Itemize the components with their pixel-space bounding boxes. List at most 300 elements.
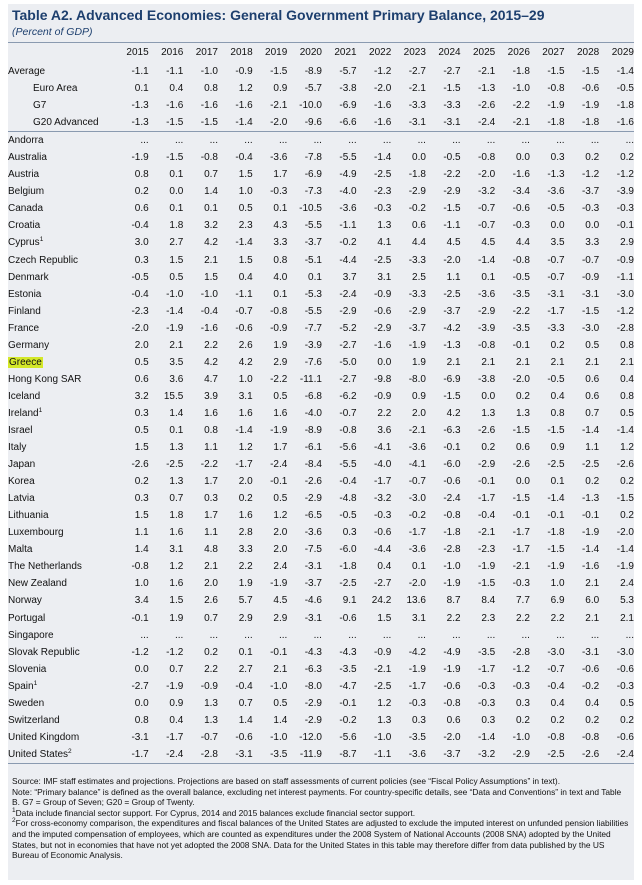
value-cell: 0.8 [620, 390, 634, 402]
value-cell: 0.4 [169, 83, 184, 95]
economy-label: Switzerland [8, 714, 60, 726]
value-cell: -1.7 [512, 544, 530, 556]
value-cell: 2.7 [169, 237, 184, 249]
value-cell: 0.5 [273, 493, 288, 505]
value-cell: 1.4 [238, 714, 253, 726]
value-cell: 3.6 [377, 425, 392, 436]
value-cell: -3.1 [581, 288, 600, 300]
value-cell: 0.9 [169, 697, 184, 709]
value-cell: -2.4 [270, 459, 288, 471]
year-header: 2027 [542, 47, 565, 58]
value-cell: -3.8 [339, 83, 357, 95]
table-row [8, 234, 634, 251]
value-cell: 0.8 [620, 339, 634, 351]
value-cell: -2.4 [461, 114, 496, 132]
value-cell: 0.3 [515, 697, 530, 709]
economy-label: Spain [8, 680, 34, 692]
value-cell: -2.1 [512, 561, 530, 573]
value-cell: -0.5 [616, 83, 634, 95]
value-cell: 0.1 [169, 425, 184, 436]
value-cell: -3.4 [512, 186, 530, 198]
value-cell: -0.3 [616, 680, 634, 692]
value-cell: 0.1 [273, 203, 288, 215]
table-row [8, 80, 634, 97]
value-cell: 1.7 [204, 476, 218, 488]
value-cell: -1.4 [235, 237, 253, 249]
value-cell: -1.4 [218, 114, 253, 132]
footnote-2-mark: 2 [12, 817, 16, 825]
value-cell: 1.3 [481, 407, 496, 419]
value-cell: -0.8 [581, 731, 600, 743]
value-cell: -0.7 [478, 203, 496, 215]
economy-label: Luxembourg [8, 527, 64, 539]
value-cell: -3.6 [547, 186, 565, 198]
value-cell: -1.5 [581, 66, 600, 78]
value-cell: 0.2 [585, 714, 600, 726]
row-label-cell [8, 456, 114, 473]
value-cell: -2.0 [443, 254, 461, 266]
value-cell: 1.2 [377, 697, 392, 709]
value-cell: -0.4 [547, 680, 565, 692]
value-cell: 0.2 [238, 493, 253, 505]
table-row [8, 114, 634, 132]
table-subtitle: (Percent of GDP) [12, 26, 93, 38]
value-cell: ... [452, 135, 461, 147]
value-cell: 0.1 [481, 271, 496, 283]
table-row [8, 371, 634, 388]
value-cell: -1.2 [512, 663, 530, 675]
value-cell: -4.1 [374, 442, 392, 454]
value-cell: -1.1 [357, 746, 392, 764]
value-cell: 0.6 [515, 442, 530, 454]
year-header: 2023 [403, 47, 426, 58]
table-row [8, 490, 634, 507]
row-label-cell [8, 320, 114, 337]
value-cell: -1.9 [616, 561, 634, 573]
value-cell: -1.9 [581, 527, 600, 539]
value-cell: ... [348, 629, 357, 641]
value-cell: 3.1 [377, 271, 392, 283]
value-cell: -0.3 [512, 680, 530, 692]
value-cell: -3.7 [304, 237, 322, 249]
value-cell: -1.6 [599, 114, 634, 132]
value-cell: ... [278, 135, 288, 147]
value-cell: -7.5 [304, 544, 322, 556]
value-cell: -0.9 [235, 66, 253, 78]
economy-label: G7 [33, 100, 47, 112]
value-cell: 2.1 [204, 254, 218, 266]
economy-label: G20 Advanced [33, 117, 99, 129]
value-cell: 0.6 [134, 373, 149, 385]
value-cell: -0.8 [512, 254, 530, 266]
value-cell: 0.5 [273, 390, 288, 402]
value-cell: -1.6 [512, 169, 530, 181]
row-label-cell [8, 575, 114, 592]
value-cell: 0.2 [481, 442, 496, 454]
value-cell: -1.5 [547, 544, 565, 556]
value-cell: 0.0 [134, 663, 149, 675]
value-cell: 1.6 [238, 407, 253, 419]
value-cell: -0.1 [339, 697, 357, 709]
value-cell: -3.0 [616, 646, 634, 658]
row-label-cell [8, 354, 114, 371]
value-cell: -1.9 [270, 578, 288, 590]
value-cell: -0.7 [408, 476, 426, 488]
row-label-cell [8, 524, 114, 541]
economy-label: Norway [8, 595, 42, 607]
value-cell: -0.6 [339, 612, 357, 624]
table-row [8, 644, 634, 661]
value-cell: 4.3 [273, 220, 288, 232]
value-cell: ... [244, 135, 253, 147]
value-cell: -3.6 [339, 203, 357, 215]
value-cell: 9.1 [342, 595, 357, 607]
value-cell: -0.6 [443, 476, 461, 488]
value-cell: -0.6 [616, 731, 634, 743]
value-cell: ... [521, 135, 530, 147]
footnote-1 [12, 808, 630, 819]
table-row [8, 132, 634, 150]
value-cell: 0.6 [585, 373, 600, 385]
value-cell: -3.1 [218, 746, 253, 764]
value-cell: -1.4 [581, 544, 600, 556]
value-cell: -0.7 [547, 271, 565, 283]
economy-label: Andorra [8, 135, 44, 147]
value-cell: -0.1 [270, 476, 288, 488]
value-cell: 0.5 [620, 407, 634, 419]
value-cell: 1.3 [377, 714, 392, 726]
value-cell: -1.6 [235, 100, 253, 112]
value-cell: 2.1 [273, 663, 288, 675]
value-cell: 0.4 [377, 561, 392, 573]
value-cell: -6.3 [304, 663, 322, 675]
value-cell: -1.3 [131, 100, 149, 112]
value-cell: -0.5 [547, 373, 565, 385]
value-cell: 0.0 [481, 390, 496, 402]
value-cell: 0.7 [585, 407, 600, 419]
value-cell: -6.9 [304, 169, 322, 181]
value-cell: -1.9 [408, 339, 426, 351]
economy-label: Finland [8, 305, 41, 317]
value-cell: -1.7 [478, 493, 496, 505]
value-cell: 0.3 [134, 407, 149, 419]
value-cell: 1.3 [169, 476, 184, 488]
value-cell: 0.8 [204, 83, 218, 95]
value-cell: -2.9 [304, 493, 322, 505]
value-cell: 2.1 [204, 561, 218, 573]
value-cell: 0.7 [204, 612, 218, 624]
value-cell: 3.9 [204, 390, 218, 402]
value-cell: 2.6 [204, 595, 218, 607]
value-cell: -1.5 [547, 425, 565, 436]
value-cell: -3.1 [426, 114, 461, 132]
value-cell: 0.2 [620, 476, 634, 488]
value-cell: -1.4 [478, 254, 496, 266]
value-cell: -1.4 [235, 425, 253, 436]
value-cell: -1.1 [166, 66, 184, 78]
value-cell: 0.0 [550, 220, 565, 232]
value-cell: 1.1 [204, 442, 218, 454]
table-row [8, 439, 634, 456]
row-label-cell [8, 695, 114, 712]
value-cell: -1.9 [270, 425, 288, 436]
row-label-cell [8, 729, 114, 746]
value-cell: -1.9 [166, 322, 184, 334]
economy-label: Euro Area [33, 83, 78, 95]
value-cell: 0.5 [585, 339, 600, 351]
value-cell: 2.2 [238, 561, 253, 573]
value-cell: 2.1 [585, 612, 600, 624]
value-cell: -1.9 [547, 100, 565, 112]
value-cell: -0.2 [339, 237, 357, 249]
value-cell: -3.6 [304, 527, 322, 539]
value-cell: 3.5 [169, 356, 184, 368]
row-label-cell [8, 371, 114, 388]
value-cell: -2.2 [512, 305, 530, 317]
value-cell: 1.0 [238, 186, 253, 198]
value-cell: -6.5 [304, 510, 322, 522]
footnote-2 [12, 818, 630, 860]
value-cell: 1.4 [273, 714, 288, 726]
value-cell: -0.1 [478, 476, 496, 488]
value-cell: ... [382, 135, 392, 147]
economy-label: Korea [8, 476, 35, 488]
value-cell: -1.5 [183, 114, 218, 132]
value-cell: -3.5 [339, 663, 357, 675]
economy-label: Malta [8, 544, 33, 556]
value-cell: 3.3 [273, 237, 288, 249]
value-cell: -0.8 [443, 697, 461, 709]
value-cell: -0.6 [374, 305, 392, 317]
row-label-cell [8, 217, 114, 234]
value-cell: -1.5 [478, 578, 496, 590]
economy-label: Latvia [8, 493, 35, 505]
value-cell: -1.6 [374, 339, 392, 351]
year-header: 2016 [161, 47, 184, 58]
table-row [8, 541, 634, 558]
value-cell: 1.2 [169, 561, 184, 573]
value-cell: -3.5 [478, 646, 496, 658]
value-cell: -1.2 [374, 66, 392, 78]
value-cell: -3.9 [304, 339, 322, 351]
value-cell: -0.9 [374, 390, 392, 402]
value-cell: -0.3 [374, 510, 392, 522]
value-cell: -1.9 [131, 152, 149, 164]
value-cell: -0.9 [374, 646, 392, 658]
economy-label: Iceland [8, 390, 41, 402]
value-cell: -1.9 [443, 578, 461, 590]
value-cell: -3.0 [547, 646, 565, 658]
row-label-cell [8, 183, 114, 200]
value-cell: 0.3 [134, 493, 149, 505]
value-cell: 1.8 [169, 510, 184, 522]
value-cell: 0.0 [134, 697, 149, 709]
value-cell: -1.6 [581, 561, 600, 573]
value-cell: -1.5 [512, 493, 530, 505]
value-cell: 0.4 [169, 714, 184, 726]
value-cell: 1.0 [238, 373, 253, 385]
value-cell: 4.5 [481, 237, 496, 249]
value-cell: 0.4 [550, 390, 565, 402]
value-cell: -0.2 [581, 680, 600, 692]
value-cell: 24.2 [371, 595, 392, 607]
value-cell: ... [590, 135, 600, 147]
value-cell: -2.9 [304, 697, 322, 709]
value-cell: 0.9 [273, 83, 288, 95]
value-cell: 0.0 [515, 152, 530, 164]
header-row [8, 43, 634, 63]
value-cell: -3.9 [478, 322, 496, 334]
economy-label: Austria [8, 169, 40, 181]
value-cell: -2.0 [131, 322, 149, 334]
value-cell: -4.4 [374, 544, 392, 556]
value-cell: 0.1 [238, 646, 253, 658]
economy-label: Sweden [8, 697, 45, 709]
value-cell: -0.4 [339, 476, 357, 488]
value-cell: -1.9 [166, 680, 184, 692]
row-label-cell [8, 661, 114, 678]
value-cell: 2.2 [550, 612, 565, 624]
economy-label: The Netherlands [8, 561, 82, 573]
value-cell: -1.6 [357, 114, 392, 132]
value-cell: -2.1 [478, 527, 496, 539]
economy-label: Germany [8, 339, 50, 351]
table-row [8, 303, 634, 320]
value-cell: -8.4 [304, 459, 322, 471]
value-cell: 0.6 [412, 220, 426, 232]
value-cell: -1.0 [166, 288, 184, 300]
table-row [8, 678, 634, 695]
value-cell: -2.8 [443, 544, 461, 556]
value-cell: -1.9 [408, 663, 426, 675]
value-cell: 1.5 [238, 254, 253, 266]
value-cell: -4.6 [304, 595, 322, 607]
value-cell: 1.3 [377, 220, 392, 232]
value-cell: -1.5 [270, 66, 288, 78]
value-cell: -11.1 [299, 373, 322, 385]
value-cell: -2.8 [183, 746, 218, 764]
value-cell: -2.4 [339, 288, 357, 300]
value-cell: -2.1 [408, 425, 426, 436]
value-cell: -1.7 [478, 663, 496, 675]
value-cell: -1.4 [166, 305, 184, 317]
value-cell: 3.0 [134, 237, 149, 249]
value-cell: -1.0 [200, 66, 218, 78]
value-cell: -4.4 [339, 254, 357, 266]
table-row [8, 661, 634, 678]
value-cell: 0.3 [204, 493, 218, 505]
value-cell: -1.1 [443, 220, 461, 232]
value-cell: 0.1 [308, 271, 322, 283]
value-cell: -1.8 [339, 561, 357, 573]
value-cell: -1.5 [443, 390, 461, 402]
value-cell: 2.2 [446, 612, 461, 624]
footnote-1-text: Data include financial sector support. For Cyprus, 2014 and 2015 balances exclude financial sector support. [15, 807, 416, 818]
value-cell: -1.3 [547, 169, 565, 181]
value-cell: -1.5 [512, 425, 530, 436]
table-row [8, 320, 634, 337]
value-cell: -5.6 [339, 442, 357, 454]
value-cell: -0.4 [235, 152, 253, 164]
value-cell: -1.1 [339, 220, 357, 232]
value-cell: -2.9 [408, 305, 426, 317]
value-cell: -0.4 [200, 305, 218, 317]
value-cell: -2.6 [478, 425, 496, 436]
row-label-cell [8, 303, 114, 320]
value-cell: -2.5 [166, 459, 184, 471]
value-cell: -12.0 [299, 731, 322, 743]
value-cell: 0.2 [620, 152, 634, 164]
value-cell: -11.9 [287, 746, 322, 764]
value-cell: 1.5 [169, 254, 184, 266]
value-cell: -1.2 [581, 169, 600, 181]
table-row [8, 269, 634, 286]
value-cell: -7.3 [304, 186, 322, 198]
value-cell: 3.2 [134, 390, 149, 402]
row-label-cell [8, 644, 114, 661]
table-row [8, 183, 634, 200]
value-cell: 0.1 [550, 476, 565, 488]
value-cell: -1.8 [443, 527, 461, 539]
value-cell: 1.6 [169, 578, 184, 590]
value-cell: -2.2 [200, 459, 218, 471]
value-cell: -1.8 [408, 169, 426, 181]
footnote-1-mark: 1 [12, 806, 16, 814]
row-label-cell [8, 200, 114, 217]
value-cell: 0.2 [550, 339, 565, 351]
value-cell: -2.9 [339, 305, 357, 317]
economy-label: Israel [8, 425, 33, 436]
value-cell: -2.4 [149, 746, 184, 764]
value-cell: 2.0 [273, 544, 288, 556]
value-cell: -0.9 [616, 254, 634, 266]
year-header: 2024 [438, 47, 461, 58]
value-cell: -1.0 [200, 288, 218, 300]
table-notes [12, 776, 630, 861]
header-label-cell [8, 43, 114, 63]
value-cell: -3.2 [374, 493, 392, 505]
value-cell: 0.0 [515, 476, 530, 488]
value-cell: 1.2 [273, 510, 288, 522]
economy-label: Estonia [8, 288, 42, 300]
value-cell: 1.9 [412, 356, 426, 368]
value-cell: -3.1 [304, 561, 322, 573]
value-cell: -0.5 [443, 152, 461, 164]
row-label-cell [8, 473, 114, 490]
value-cell: 1.0 [550, 578, 565, 590]
value-cell: -2.0 [374, 83, 392, 95]
economy-label: Japan [8, 459, 36, 471]
value-cell: -4.7 [339, 680, 357, 692]
value-cell: 0.2 [585, 476, 600, 488]
row-label-cell [8, 97, 114, 114]
value-cell: -3.6 [478, 288, 496, 300]
value-cell: -2.6 [478, 100, 496, 112]
value-cell: 0.1 [169, 203, 184, 215]
value-cell: 3.6 [169, 373, 184, 385]
value-cell: 4.8 [204, 544, 218, 556]
value-cell: -2.6 [304, 476, 322, 488]
value-cell: -0.7 [581, 254, 600, 266]
row-label-cell [8, 746, 114, 764]
value-cell: 3.2 [204, 220, 218, 232]
value-cell: 0.8 [204, 425, 218, 436]
value-cell: -0.6 [512, 203, 530, 215]
value-cell: -0.6 [235, 731, 253, 743]
value-cell: 1.8 [169, 220, 184, 232]
value-cell: 4.2 [204, 356, 218, 368]
year-header: 2026 [507, 47, 530, 58]
